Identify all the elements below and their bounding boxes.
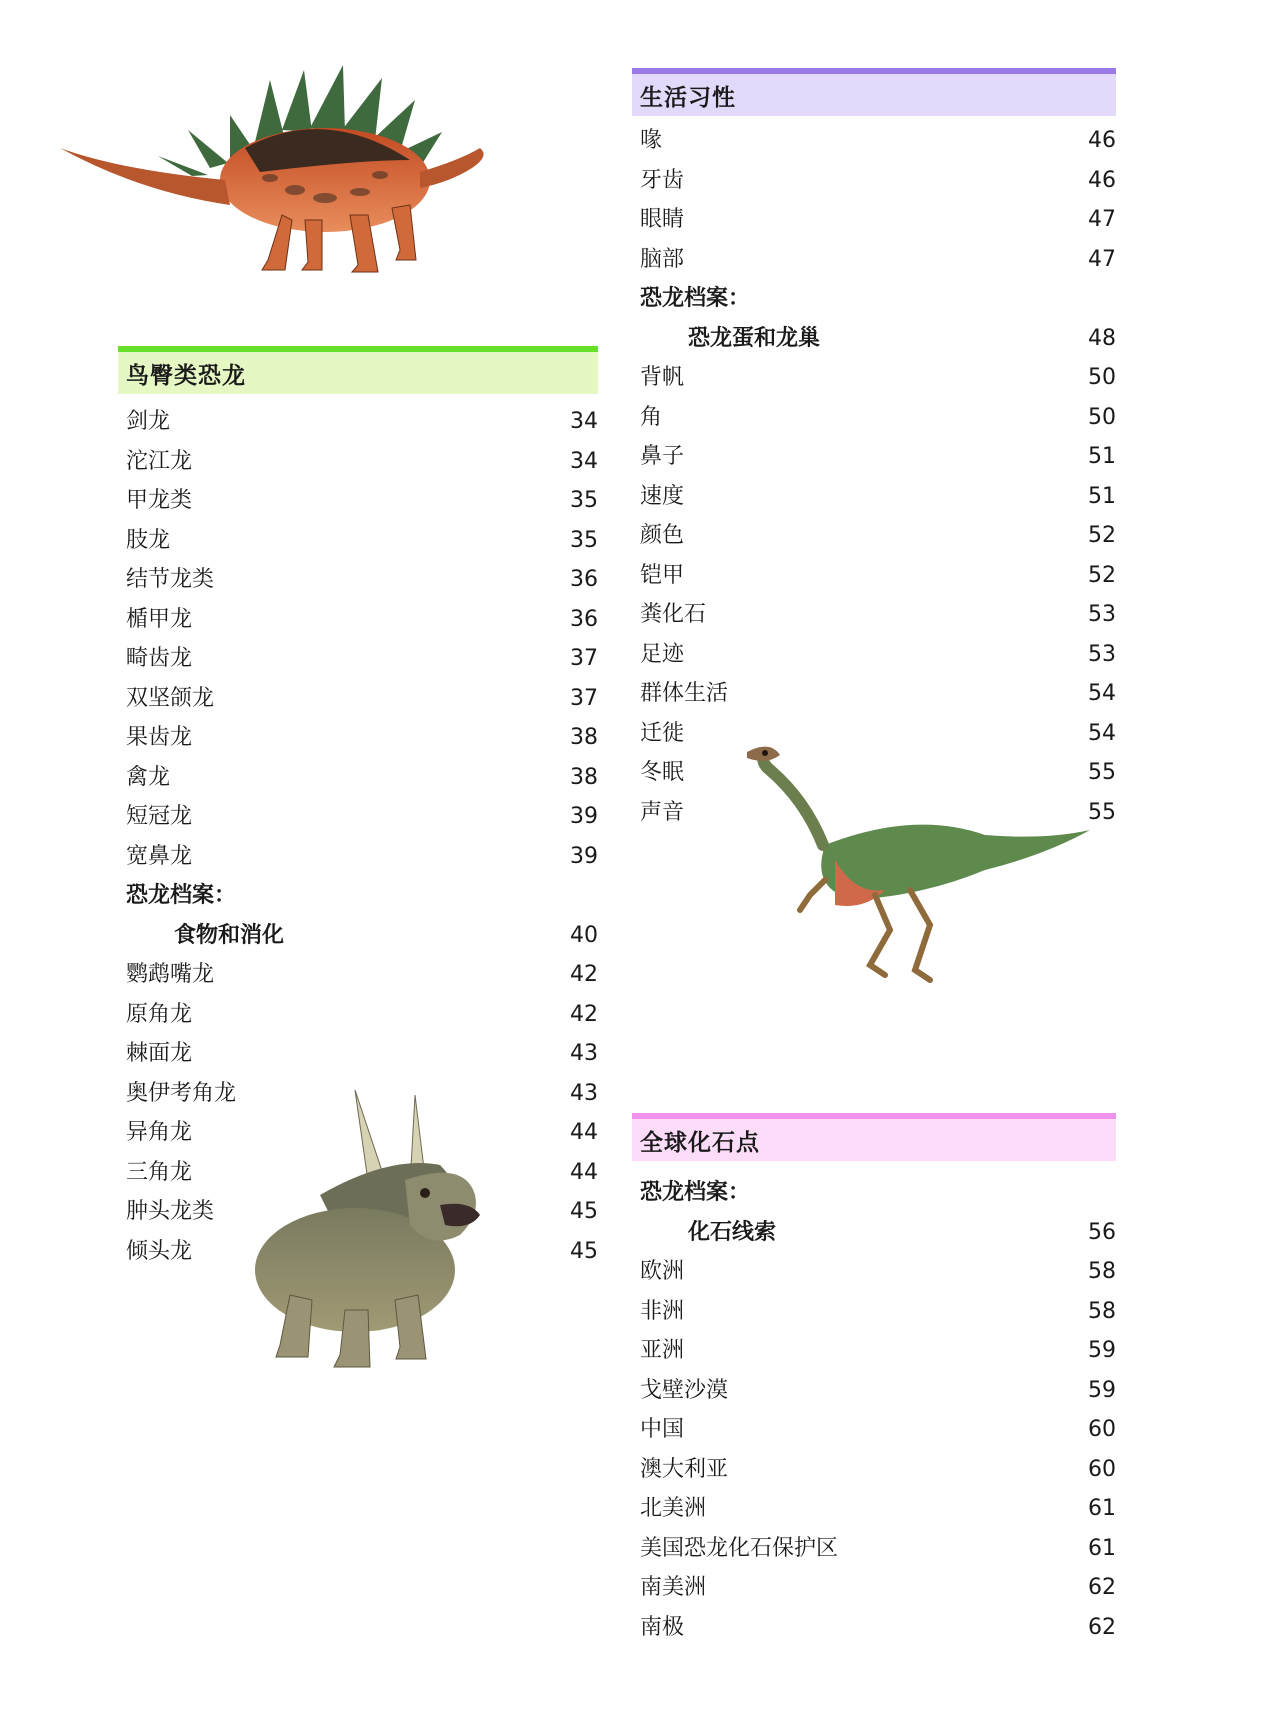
toc-entry[interactable] bbox=[118, 1074, 598, 1114]
toc-entry[interactable] bbox=[632, 1331, 1116, 1371]
toc-entry[interactable] bbox=[632, 674, 1116, 714]
toc-entry-label: 禽龙 bbox=[126, 764, 171, 790]
toc-entry[interactable] bbox=[632, 1568, 1116, 1608]
toc-entry-page: 54 bbox=[1088, 720, 1116, 746]
toc-entry[interactable] bbox=[632, 477, 1116, 517]
section-title: 鸟臀类恐龙 bbox=[126, 363, 246, 389]
toc-entry-page: 46 bbox=[1088, 128, 1116, 153]
toc-entry-page: 37 bbox=[570, 685, 598, 711]
toc-entry[interactable] bbox=[632, 279, 1116, 319]
toc-entry-page: 52 bbox=[1088, 562, 1116, 588]
toc-entry[interactable] bbox=[632, 398, 1116, 438]
toc-entry-label: 脑部 bbox=[640, 246, 685, 272]
toc-entry[interactable] bbox=[118, 758, 598, 798]
toc-entry[interactable] bbox=[632, 793, 1116, 833]
toc-entry-label: 北美洲 bbox=[640, 1496, 707, 1521]
toc-entry[interactable] bbox=[632, 1173, 1116, 1213]
toc-entry-label: 棘面龙 bbox=[126, 1041, 193, 1066]
toc-entry-label: 喙 bbox=[640, 128, 663, 153]
toc-entry-label: 三角龙 bbox=[126, 1159, 193, 1185]
toc-entry-label: 楯甲龙 bbox=[126, 606, 193, 632]
toc-entry[interactable] bbox=[632, 240, 1116, 280]
toc-entry-label: 恐龙档案： bbox=[640, 1180, 751, 1205]
toc-entry[interactable] bbox=[632, 121, 1116, 161]
toc-entry[interactable] bbox=[118, 1034, 598, 1074]
section-ornithischians bbox=[118, 346, 598, 1271]
toc-entry-label: 群体生活 bbox=[640, 681, 729, 706]
toc-entry-page: 46 bbox=[1088, 167, 1116, 193]
toc-entry-page: 44 bbox=[570, 1120, 598, 1145]
toc-entry-page: 48 bbox=[1088, 325, 1116, 351]
toc-entry[interactable] bbox=[118, 955, 598, 995]
toc-entry-page: 58 bbox=[1088, 1259, 1116, 1284]
toc-entry-page: 62 bbox=[1088, 1614, 1116, 1640]
toc-entry-page: 40 bbox=[570, 922, 598, 948]
toc-entry[interactable] bbox=[632, 319, 1116, 359]
toc-entry-label: 倾头龙 bbox=[126, 1238, 193, 1264]
toc-entry[interactable] bbox=[118, 402, 598, 442]
toc-entry-page: 50 bbox=[1088, 365, 1116, 390]
toc-entry-label: 戈壁沙漠 bbox=[640, 1377, 729, 1403]
toc-entry-page: 38 bbox=[570, 725, 598, 750]
toc-entry-label: 眼睛 bbox=[640, 207, 685, 232]
toc-list bbox=[632, 1173, 1116, 1647]
toc-entry-page: 53 bbox=[1088, 602, 1116, 627]
toc-entry-page: 52 bbox=[1088, 523, 1116, 548]
toc-entry-page: 59 bbox=[1088, 1377, 1116, 1403]
section-header-ornithischians bbox=[118, 346, 598, 394]
toc-entry-label: 沱江龙 bbox=[126, 448, 193, 474]
toc-entry-page: 34 bbox=[570, 448, 598, 474]
toc-entry-page: 55 bbox=[1088, 799, 1116, 825]
toc-entry[interactable] bbox=[632, 1410, 1116, 1450]
toc-entry-page: 50 bbox=[1088, 404, 1116, 430]
toc-entry-label: 澳大利亚 bbox=[640, 1456, 729, 1482]
toc-entry[interactable] bbox=[632, 1213, 1116, 1253]
toc-entry[interactable] bbox=[632, 1608, 1116, 1648]
toc-entry-page: 61 bbox=[1088, 1496, 1116, 1521]
toc-entry-page: 34 bbox=[570, 409, 598, 434]
toc-entry-page: 36 bbox=[570, 567, 598, 592]
toc-entry[interactable] bbox=[632, 358, 1116, 398]
toc-entry-page: 59 bbox=[1088, 1338, 1116, 1363]
toc-entry-page: 38 bbox=[570, 764, 598, 790]
toc-entry-page: 43 bbox=[570, 1080, 598, 1106]
toc-list bbox=[118, 402, 598, 1271]
toc-entry-label: 中国 bbox=[640, 1417, 685, 1442]
toc-entry-label: 粪化石 bbox=[640, 602, 707, 627]
toc-entry[interactable] bbox=[632, 595, 1116, 635]
toc-entry[interactable] bbox=[118, 1153, 598, 1193]
toc-entry-label: 背帆 bbox=[640, 365, 685, 390]
toc-entry-page: 39 bbox=[570, 804, 598, 829]
toc-entry[interactable] bbox=[118, 679, 598, 719]
toc-entry-page: 47 bbox=[1088, 246, 1116, 272]
toc-entry-label: 声音 bbox=[640, 799, 685, 825]
toc-entry-page: 44 bbox=[570, 1159, 598, 1185]
toc-entry-label: 奥伊考角龙 bbox=[126, 1080, 237, 1106]
section-title: 生活习性 bbox=[640, 85, 736, 111]
toc-entry[interactable] bbox=[118, 1113, 598, 1153]
toc-entry-label: 迁徙 bbox=[640, 720, 685, 746]
section-habits bbox=[632, 68, 1116, 832]
toc-entry-label: 肿头龙类 bbox=[126, 1199, 215, 1224]
toc-entry-label: 铠甲 bbox=[640, 562, 685, 588]
toc-entry[interactable] bbox=[118, 718, 598, 758]
toc-entry[interactable] bbox=[632, 200, 1116, 240]
toc-entry[interactable] bbox=[118, 1192, 598, 1232]
toc-entry-page: 51 bbox=[1088, 444, 1116, 469]
toc-entry-label: 鼻子 bbox=[640, 444, 685, 469]
toc-entry-page: 47 bbox=[1088, 207, 1116, 232]
toc-entry-page: 36 bbox=[570, 606, 598, 632]
toc-entry[interactable] bbox=[118, 916, 598, 956]
toc-entry[interactable] bbox=[118, 481, 598, 521]
toc-entry-label: 短冠龙 bbox=[126, 804, 193, 829]
toc-entry-label: 牙齿 bbox=[640, 167, 685, 193]
toc-entry[interactable] bbox=[632, 1489, 1116, 1529]
toc-entry-label: 化石线索 bbox=[688, 1219, 777, 1245]
toc-entry-label: 甲龙类 bbox=[126, 488, 193, 513]
toc-entry[interactable] bbox=[118, 837, 598, 877]
toc-entry[interactable] bbox=[118, 797, 598, 837]
toc-entry-page: 60 bbox=[1088, 1456, 1116, 1482]
toc-entry[interactable] bbox=[632, 753, 1116, 793]
toc-entry-label: 南极 bbox=[640, 1614, 685, 1640]
toc-entry[interactable] bbox=[118, 1232, 598, 1272]
toc-entry-label: 鹦鹉嘴龙 bbox=[126, 962, 215, 987]
toc-entry-label: 非洲 bbox=[640, 1298, 685, 1324]
toc-entry-page: 37 bbox=[570, 646, 598, 671]
toc-entry[interactable] bbox=[632, 516, 1116, 556]
toc-entry[interactable] bbox=[118, 442, 598, 482]
toc-entry-page: 56 bbox=[1088, 1219, 1116, 1245]
toc-entry-page: 53 bbox=[1088, 641, 1116, 667]
toc-entry-label: 南美洲 bbox=[640, 1575, 707, 1600]
toc-entry-label: 异角龙 bbox=[126, 1120, 193, 1145]
toc-entry-page: 61 bbox=[1088, 1535, 1116, 1561]
column-right bbox=[632, 68, 1116, 1640]
toc-entry[interactable] bbox=[118, 600, 598, 640]
toc-entry-label: 畸齿龙 bbox=[126, 646, 193, 671]
toc-entry-page: 60 bbox=[1088, 1417, 1116, 1442]
toc-entry-page: 62 bbox=[1088, 1575, 1116, 1600]
toc-entry-label: 双坚颌龙 bbox=[126, 685, 215, 711]
toc-entry-label: 恐龙档案： bbox=[126, 883, 237, 908]
toc-entry-page: 35 bbox=[570, 488, 598, 513]
kentrosaurus-illustration bbox=[60, 60, 520, 310]
toc-entry-page: 55 bbox=[1088, 760, 1116, 785]
toc-entry[interactable] bbox=[118, 521, 598, 561]
toc-entry-label: 原角龙 bbox=[126, 1001, 193, 1027]
toc-entry-label: 欧洲 bbox=[640, 1259, 685, 1284]
toc-entry[interactable] bbox=[632, 1292, 1116, 1332]
toc-entry[interactable] bbox=[632, 437, 1116, 477]
toc-entry[interactable] bbox=[118, 639, 598, 679]
toc-entry-label: 肢龙 bbox=[126, 527, 171, 553]
toc-entry-page: 58 bbox=[1088, 1298, 1116, 1324]
toc-entry-page: 42 bbox=[570, 1001, 598, 1027]
column-left bbox=[118, 346, 598, 1271]
toc-entry[interactable] bbox=[118, 995, 598, 1035]
toc-entry-page: 43 bbox=[570, 1041, 598, 1066]
toc-entry-label: 足迹 bbox=[640, 641, 685, 667]
toc-entry-label: 角 bbox=[640, 404, 663, 430]
toc-entry-label: 亚洲 bbox=[640, 1338, 685, 1363]
toc-entry-page: 42 bbox=[570, 962, 598, 987]
toc-entry[interactable] bbox=[632, 1371, 1116, 1411]
toc-entry-label: 宽鼻龙 bbox=[126, 843, 193, 869]
toc-entry-label: 食物和消化 bbox=[174, 922, 285, 948]
toc-entry-label: 果齿龙 bbox=[126, 725, 193, 750]
section-fossils bbox=[632, 1113, 1116, 1647]
section-header-fossils bbox=[632, 1113, 1116, 1161]
toc-entry[interactable] bbox=[632, 635, 1116, 675]
toc-entry[interactable] bbox=[632, 714, 1116, 754]
toc-entry[interactable] bbox=[632, 1450, 1116, 1490]
toc-entry[interactable] bbox=[118, 876, 598, 916]
toc-entry-page: 35 bbox=[570, 527, 598, 553]
toc-entry[interactable] bbox=[632, 556, 1116, 596]
toc-entry-label: 恐龙档案： bbox=[640, 286, 751, 311]
toc-entry-page: 45 bbox=[570, 1199, 598, 1224]
section-header-habits bbox=[632, 68, 1116, 116]
toc-entry[interactable] bbox=[118, 560, 598, 600]
toc-entry[interactable] bbox=[632, 1529, 1116, 1569]
toc-entry-page: 54 bbox=[1088, 681, 1116, 706]
toc-entry-label: 速度 bbox=[640, 483, 685, 509]
toc-entry-page: 45 bbox=[570, 1238, 598, 1264]
toc-entry-label: 剑龙 bbox=[126, 409, 171, 434]
toc-entry-label: 恐龙蛋和龙巢 bbox=[688, 325, 821, 351]
toc-entry-page: 39 bbox=[570, 843, 598, 869]
section-title: 全球化石点 bbox=[640, 1130, 760, 1156]
toc-entry-label: 结节龙类 bbox=[126, 567, 215, 592]
toc-entry[interactable] bbox=[632, 1252, 1116, 1292]
toc-entry-label: 冬眠 bbox=[640, 760, 685, 785]
toc-entry-page: 51 bbox=[1088, 483, 1116, 509]
toc-entry[interactable] bbox=[632, 161, 1116, 201]
toc-entry-label: 美国恐龙化石保护区 bbox=[640, 1535, 839, 1561]
toc-list bbox=[632, 121, 1116, 832]
toc-entry-label: 颜色 bbox=[640, 523, 685, 548]
